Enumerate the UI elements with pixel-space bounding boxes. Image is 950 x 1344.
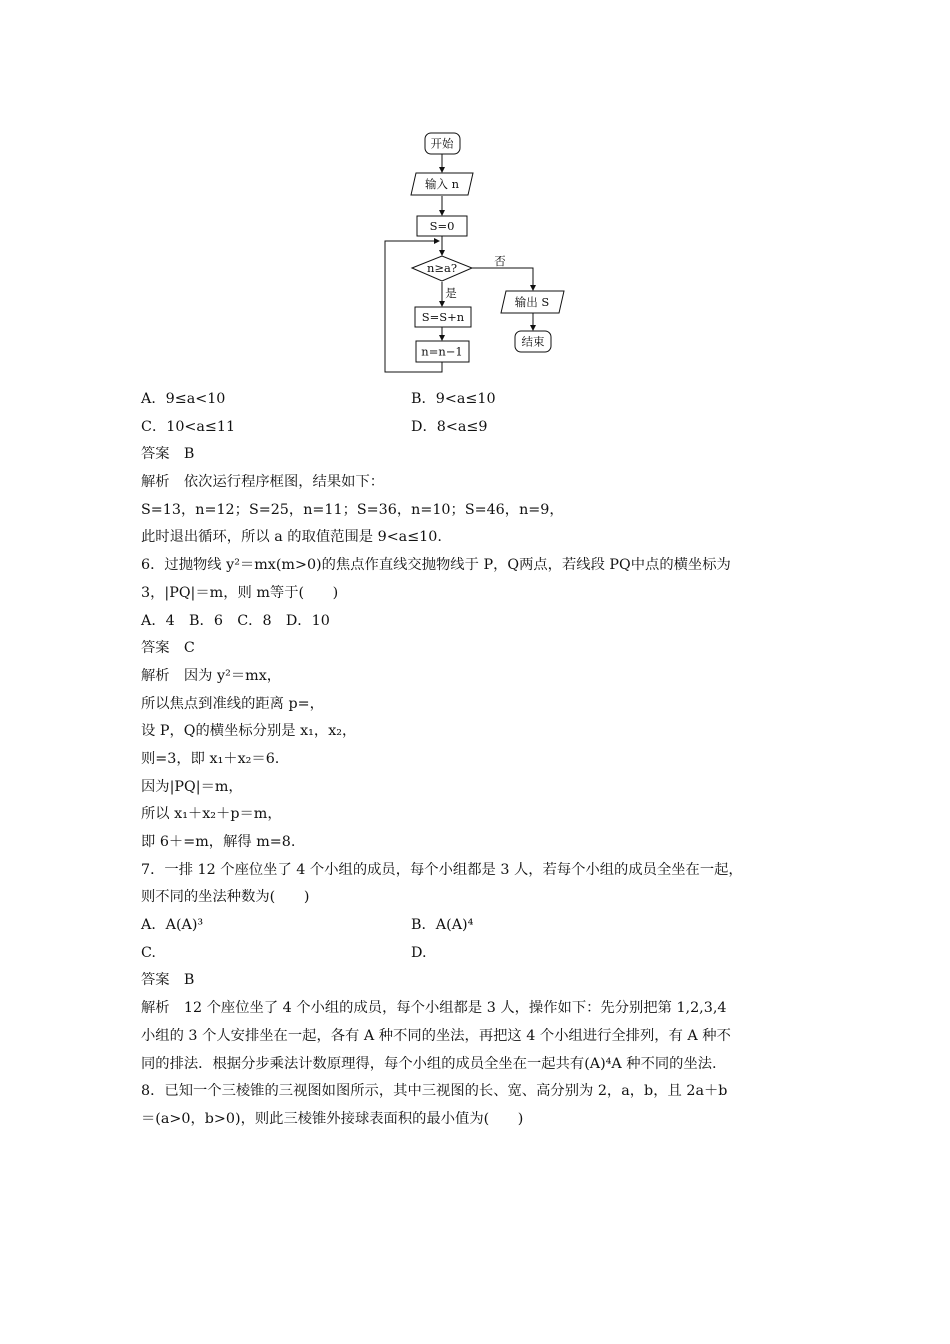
option-a: A．A(A)³ [141, 917, 204, 934]
options-line: A．4 B．6 C．8 D．10 [141, 612, 330, 629]
question-line: 3，|PQ|＝m，则 m等于( ) [141, 584, 339, 601]
question-line: 6．过抛物线 y²＝mx(m>0)的焦点作直线交抛物线于 P，Q两点，若线段 PQ中点的横坐标为 [141, 557, 731, 574]
init-label: S=0 [429, 219, 455, 233]
start-label: 开始 [430, 136, 454, 151]
condition-label: n≥a? [426, 261, 458, 275]
question-line: 8．已知一个三棱锥的三视图如图所示，其中三视图的长、宽、高分别为 2，a，b，且 2a＋b [141, 1083, 728, 1100]
answer-line: 答案 C [141, 640, 195, 657]
answer-line: 答案 B [141, 972, 195, 989]
option-c: C．10<a≤11 [141, 418, 236, 435]
option-b: B．9<a≤10 [411, 391, 496, 407]
text-line: S=13，n=12；S=25，n=11；S=36，n=10；S=46，n=9， [141, 501, 564, 518]
add-label: S=S+n [421, 310, 465, 324]
document-body [141, 386, 821, 1134]
question-line: 7．一排 12 个座位坐了 4 个小组的成员，每个小组都是 3 人，若每个小组的成员全坐在一起， [141, 861, 743, 878]
question-line: 则不同的坐法种数为( ) [141, 889, 310, 906]
q7-options-row-1 [141, 912, 821, 940]
text-line: 则=3，即 x₁＋x₂＝6. [141, 750, 280, 767]
text-line: 因为|PQ|＝m， [141, 778, 243, 795]
text-line: 即 6＋=m，解得 m=8. [141, 834, 296, 850]
option-d: D. [411, 944, 427, 961]
text-line: 所以 x₁＋x₂＋p＝m， [141, 806, 282, 823]
q7-options-row-2 [141, 940, 821, 968]
analysis-line: 解析 12 个座位坐了 4 个小组的成员，每个小组都是 3 人，操作如下：先分别把第 1,2,3,4 [141, 1000, 727, 1017]
option-b: B．A(A)⁴ [411, 917, 474, 934]
text-line: 小组的 3 个人安排坐在一起，各有 A 种不同的坐法，再把这 4 个小组进行全排列，有 A 种不 [141, 1027, 731, 1044]
analysis-line: 解析 因为 y²＝mx， [141, 667, 282, 684]
text-line: 设 P，Q的横坐标分别是 x₁，x₂， [141, 723, 357, 740]
no-label: 否 [494, 254, 506, 268]
answer-line: 答案 B [141, 446, 195, 463]
text-line: 同的排法．根据分步乘法计数原理得，每个小组的成员全坐在一起共有(A)⁴A 种不同的坐法. [141, 1055, 717, 1072]
question-line: ＝(a>0，b>0)，则此三棱锥外接球表面积的最小值为( ) [141, 1110, 524, 1127]
end-label: 结束 [521, 334, 545, 349]
text-line: 此时退出循环，所以 a 的取值范围是 9<a≤10. [141, 529, 442, 546]
q5-options-row-2 [141, 414, 821, 442]
input-label: 输入 n [424, 177, 460, 191]
yes-label: 是 [445, 286, 457, 300]
output-label: 输出 S [514, 295, 550, 309]
decrement-label: n=n−1 [421, 344, 463, 359]
program-flowchart [350, 126, 580, 378]
option-a: A．9≤a<10 [141, 391, 226, 407]
analysis-line: 解析 依次运行程序框图，结果如下： [141, 474, 385, 491]
option-d: D．8<a≤9 [411, 418, 488, 435]
text-line: 所以焦点到准线的距离 p=， [141, 695, 324, 712]
q5-options-row-1 [141, 386, 821, 414]
option-c: C. [141, 944, 156, 961]
